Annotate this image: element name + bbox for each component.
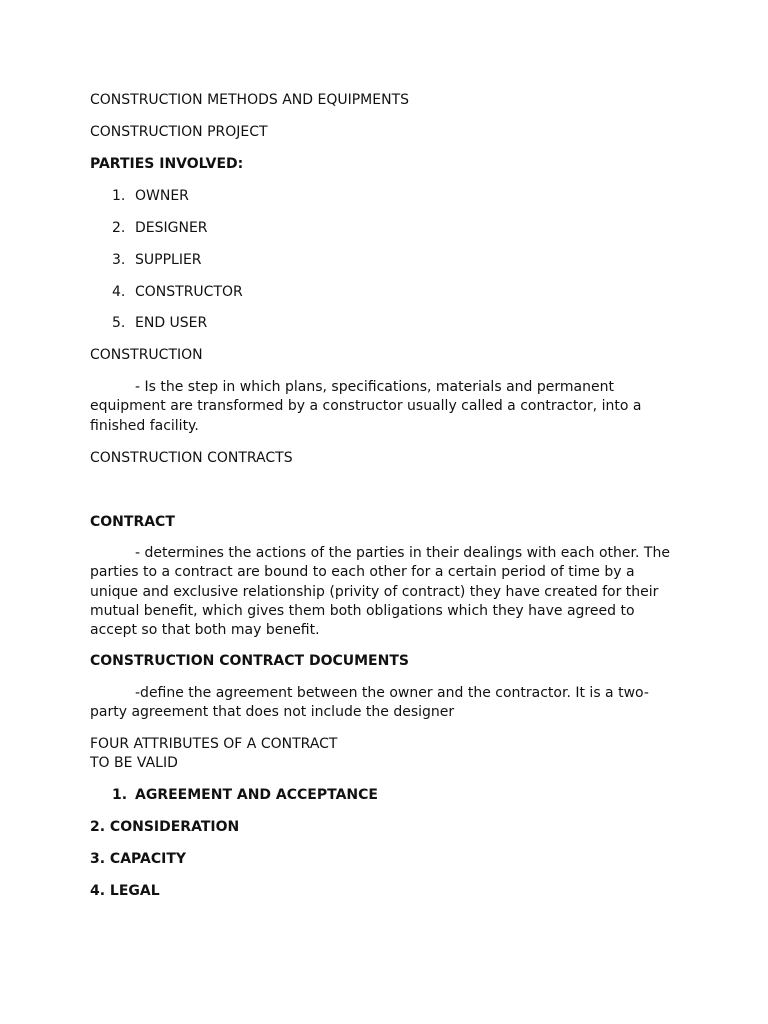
paragraph-line: - determines the actions of the parties in their dealings with each other. The	[135, 545, 670, 561]
contract-heading: CONTRACT	[90, 514, 175, 530]
paragraph-line: - Is the step in which plans, specifications, materials and permanent	[135, 379, 614, 395]
list-item-number: 1.	[112, 188, 126, 204]
list-item: OWNER	[135, 188, 189, 204]
project-heading: CONSTRUCTION PROJECT	[90, 124, 268, 140]
documents-heading: CONSTRUCTION CONTRACT DOCUMENTS	[90, 653, 409, 669]
attribute-item: AGREEMENT AND ACCEPTANCE	[135, 787, 378, 803]
list-item-number: 3.	[112, 252, 126, 268]
list-item: CONSTRUCTOR	[135, 284, 243, 300]
contract-definition	[90, 544, 690, 640]
documents-definition	[90, 684, 690, 723]
construction-heading: CONSTRUCTION	[90, 347, 203, 363]
attribute-item: 2. CONSIDERATION	[90, 819, 240, 835]
construction-definition	[90, 378, 690, 436]
document-title: CONSTRUCTION METHODS AND EQUIPMENTS	[90, 92, 410, 108]
paragraph-line: TO BE VALID	[90, 755, 178, 772]
paragraph-line: mutual benefit, which gives them both obligations which they have agreed to	[90, 602, 635, 619]
list-item: SUPPLIER	[135, 252, 202, 268]
list-item-number: 5.	[112, 315, 126, 331]
paragraph-line: equipment are transformed by a constructor usually called a contractor, into a	[90, 398, 642, 415]
paragraph-line: party agreement that does not include the designer	[90, 704, 455, 721]
attribute-item: 3. CAPACITY	[90, 851, 187, 867]
paragraph-line: -define the agreement between the owner and the contractor. It is a two-	[135, 685, 649, 701]
list-item-number: 4.	[112, 284, 126, 300]
paragraph-line: accept so that both may benefit.	[90, 622, 320, 639]
list-item-number: 1.	[112, 787, 128, 803]
list-item: DESIGNER	[135, 220, 208, 236]
attribute-item: 4. LEGAL	[90, 883, 160, 899]
contracts-heading: CONSTRUCTION CONTRACTS	[90, 450, 293, 466]
paragraph-line: FOUR ATTRIBUTES OF A CONTRACT	[90, 736, 338, 752]
paragraph-line: finished facility.	[90, 417, 199, 434]
list-item-number: 2.	[112, 220, 126, 236]
parties-heading: PARTIES INVOLVED:	[90, 156, 244, 172]
attributes-heading	[90, 735, 690, 774]
paragraph-line: parties to a contract are bound to each other for a certain period of time by a	[90, 564, 635, 581]
paragraph-line: unique and exclusive relationship (privity of contract) they have created for their	[90, 583, 659, 600]
list-item: END USER	[135, 315, 208, 331]
